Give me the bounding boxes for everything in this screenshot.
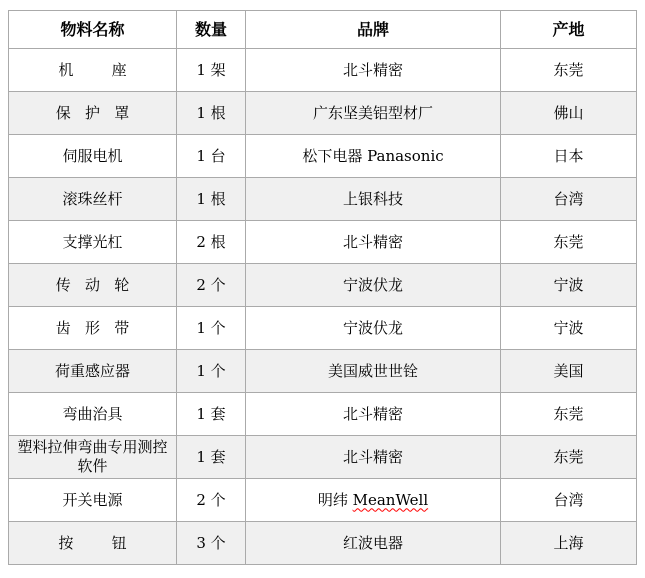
- material-name-cell: 弯曲治具: [9, 393, 177, 436]
- material-name-cell: 机 座: [9, 49, 177, 92]
- origin-cell: 上海: [501, 522, 637, 565]
- table-row: [9, 92, 637, 135]
- table-row: [9, 264, 637, 307]
- brand-text-spellcheck-underlined: MeanWell: [352, 490, 429, 509]
- origin-cell: 东莞: [501, 49, 637, 92]
- origin-cell: 台湾: [501, 479, 637, 522]
- origin-cell: 日本: [501, 135, 637, 178]
- quantity-cell: 3 个: [177, 522, 246, 565]
- table-row: [9, 350, 637, 393]
- quantity-cell: 1 架: [177, 49, 246, 92]
- column-header-brand: 品牌: [246, 11, 501, 49]
- brand-cell: 北斗精密: [246, 221, 501, 264]
- materials-table-body: [9, 49, 637, 565]
- quantity-cell: 1 个: [177, 307, 246, 350]
- brand-text: 明纬: [317, 490, 353, 509]
- brand-cell: 美国威世世铨: [246, 350, 501, 393]
- brand-cell: 宁波伏龙: [246, 307, 501, 350]
- quantity-cell: 1 个: [177, 350, 246, 393]
- table-row: [9, 221, 637, 264]
- quantity-cell: 2 个: [177, 479, 246, 522]
- origin-cell: 东莞: [501, 393, 637, 436]
- quantity-cell: 2 个: [177, 264, 246, 307]
- column-header-origin: 产地: [501, 11, 637, 49]
- material-name-cell: 荷重感应器: [9, 350, 177, 393]
- origin-cell: 佛山: [501, 92, 637, 135]
- brand-cell: 松下电器 Panasonic: [246, 135, 501, 178]
- brand-cell: 红波电器: [246, 522, 501, 565]
- origin-cell: 宁波: [501, 264, 637, 307]
- quantity-cell: 2 根: [177, 221, 246, 264]
- table-row: [9, 436, 637, 479]
- material-name-cell: 塑料拉伸弯曲专用测控软件: [9, 436, 177, 479]
- material-name-cell: 齿 形 带: [9, 307, 177, 350]
- material-name-cell: 开关电源: [9, 479, 177, 522]
- material-name-cell: 按 钮: [9, 522, 177, 565]
- material-name-cell: 保 护 罩: [9, 92, 177, 135]
- table-row: [9, 522, 637, 565]
- quantity-cell: 1 根: [177, 178, 246, 221]
- material-name-cell: 伺服电机: [9, 135, 177, 178]
- materials-table: [8, 10, 637, 565]
- quantity-cell: 1 套: [177, 436, 246, 479]
- column-header-quantity: 数量: [177, 11, 246, 49]
- brand-cell: 北斗精密: [246, 436, 501, 479]
- brand-cell: 宁波伏龙: [246, 264, 501, 307]
- brand-cell: 北斗精密: [246, 393, 501, 436]
- origin-cell: 宁波: [501, 307, 637, 350]
- table-header-row: [9, 11, 637, 49]
- table-row: [9, 393, 637, 436]
- material-name-cell: 滚珠丝杆: [9, 178, 177, 221]
- table-row: [9, 479, 637, 522]
- origin-cell: 东莞: [501, 436, 637, 479]
- brand-cell: 上银科技: [246, 178, 501, 221]
- origin-cell: 美国: [501, 350, 637, 393]
- quantity-cell: 1 台: [177, 135, 246, 178]
- material-name-cell: 传 动 轮: [9, 264, 177, 307]
- table-row: [9, 178, 637, 221]
- brand-cell: 北斗精密: [246, 49, 501, 92]
- table-row: [9, 135, 637, 178]
- material-name-cell: 支撑光杠: [9, 221, 177, 264]
- origin-cell: 台湾: [501, 178, 637, 221]
- brand-cell: [246, 479, 501, 522]
- origin-cell: 东莞: [501, 221, 637, 264]
- table-row: [9, 49, 637, 92]
- quantity-cell: 1 根: [177, 92, 246, 135]
- table-row: [9, 307, 637, 350]
- quantity-cell: 1 套: [177, 393, 246, 436]
- brand-cell: 广东坚美铝型材厂: [246, 92, 501, 135]
- column-header-material-name: 物料名称: [9, 11, 177, 49]
